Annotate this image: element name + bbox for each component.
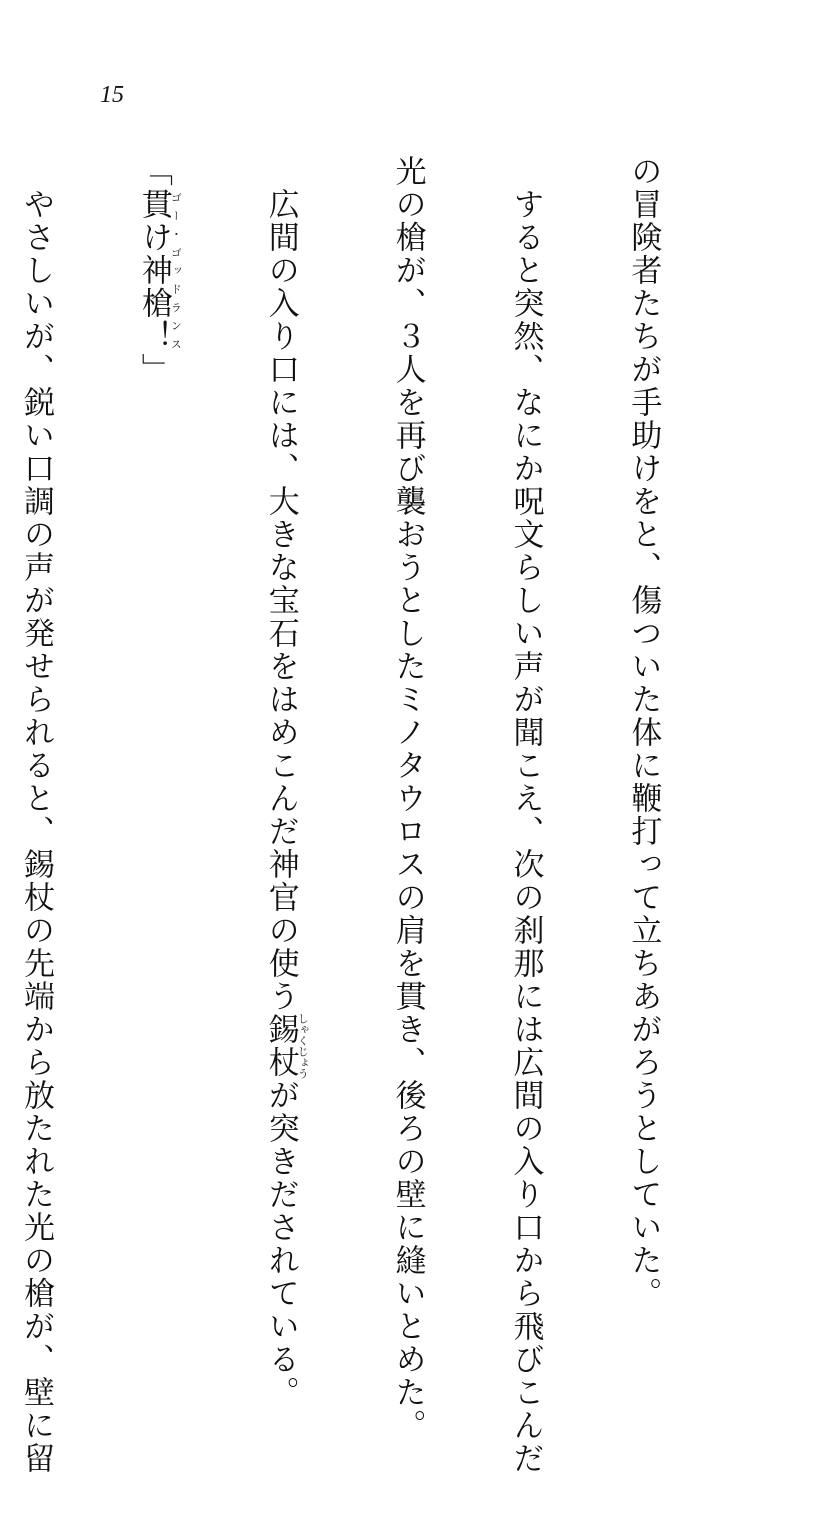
ruby-reading: ゴー・ゴッドランス [169,188,183,353]
page-number: 15 [100,82,124,108]
text-line [134,155,182,1165]
novel-text-block [0,155,741,1475]
text-line [260,155,310,1409]
text-segment: 広間の入り口には、大きな宝石をはめこんだ神官の使う [262,155,299,1013]
text-line: やさしいが、鋭い口調の声が発せられると、錫杖の先端から放たれた光の槍が、壁に留 [17,155,54,1475]
text-segment: 「 [135,155,172,188]
text-segment: 」 [135,353,172,386]
text-segment: が突きだされている。 [262,1079,299,1409]
text-line: の冒険者たちが手助けをと、傷ついた体に鞭打って立ちあがろうとしていた。 [625,155,662,1310]
text-line: すると突然、なにか呪文らしい声が聞こえ、次の刹那には広間の入り口から飛びこんだ [507,155,544,1475]
ruby-word [262,1013,310,1079]
text-line: 光の槍が、３人を再び襲おうとしたミノタウロスの肩を貫き、後ろの壁に縫いとめた。 [389,155,426,1442]
ruby-base: 貫け神槍！ [135,188,172,353]
ruby-base: 錫杖 [262,1013,299,1079]
ruby-word [135,188,183,353]
ruby-reading: しゃくじょう [296,1013,310,1079]
